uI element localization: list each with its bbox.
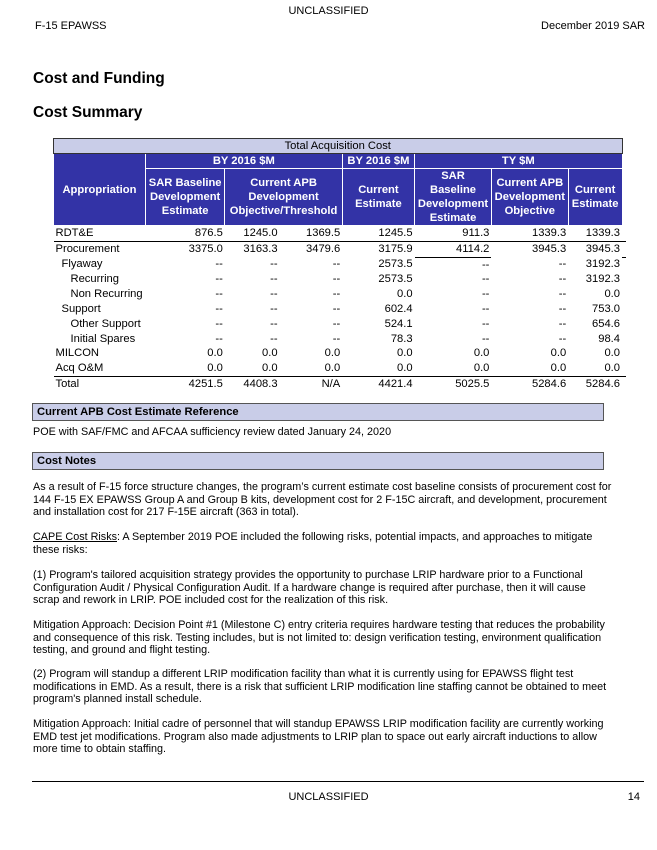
program-name: F-15 EPAWSS: [35, 20, 107, 32]
cell-value: --: [215, 288, 223, 301]
row-label: Total: [55, 377, 80, 390]
table-row: [54, 376, 627, 391]
cell-value: --: [215, 258, 223, 271]
row-label: Recurring: [70, 273, 119, 286]
risk-2-paragraph: (2) Program will standup a different LRIP modification facility than what it is currently using for EPAWSS flight test modifications in EMD. As a result, there is a risk that sufficient LRIP modification line staffing cannot be obtained to meet program's planned install schedule.: [33, 668, 607, 706]
cell-value: --: [558, 302, 567, 315]
cell-value: 0.0: [473, 347, 490, 360]
table-row: [54, 257, 627, 272]
col-header-sar-dev-by: SAR Baseline Development Estimate: [145, 169, 224, 226]
cell-value: --: [270, 332, 278, 345]
cell-value: 3945.3: [585, 243, 620, 256]
apb-reference-text: POE with SAF/FMC and AFCAA sufficiency review dated January 24, 2020: [33, 426, 392, 438]
cell-value: --: [332, 273, 341, 286]
cell-value: --: [332, 332, 341, 345]
cell-value: --: [481, 258, 490, 271]
cell-value: 753.0: [592, 302, 620, 315]
table-row: [54, 272, 627, 287]
cell-value: 0.0: [207, 347, 223, 360]
cell-value: [622, 287, 626, 302]
cell-value: 4114.2: [415, 241, 492, 257]
cell-value: --: [481, 288, 490, 301]
cell-value: --: [215, 317, 223, 330]
cell-value: 78.3: [390, 332, 413, 345]
cell-value: 602.4: [384, 302, 413, 315]
row-label: Other Support: [70, 317, 141, 330]
cell-value: 0.0: [491, 361, 568, 376]
mitigation-1-paragraph: Mitigation Approach: Decision Point #1 (Milestone C) entry criteria requires hardware testing that reduces the probability and consequence of this risk. Testing includes, but is not limited to: design verification testing, environment qualification testing, and ground and flight testing.: [33, 619, 605, 657]
row-label: MILCON: [55, 347, 100, 360]
table-row: [54, 241, 627, 257]
cape-risks-label: CAPE Cost Risks: [33, 531, 117, 543]
table-row: [54, 287, 627, 302]
cell-value: 3479.6: [306, 243, 341, 256]
col-header-apb-obj-thr: Current APB Development Objective/Threshold: [225, 169, 342, 226]
cell-value: 5284.6: [585, 377, 620, 390]
table-row: [54, 317, 627, 332]
cell-value: [622, 257, 626, 272]
cell-value: 3192.3: [585, 258, 620, 271]
cell-value: 0.0: [145, 361, 224, 376]
cell-value: [622, 332, 626, 347]
cell-value: --: [481, 332, 490, 345]
cell-value: 911.3: [415, 226, 492, 242]
risk-1-paragraph: (1) Program's tailored acquisition strategy provides the opportunity to purchase LRIP hardware prior to a Functional Configuration Audit / Physical Configuration Audit. If a hardware change is required after purchase, then it will cause scrap and rework in LRIP. POE included cost for the realization of this risk.: [33, 569, 586, 607]
footer-rule: [32, 781, 644, 782]
cell-value: 3192.3: [585, 273, 620, 286]
cell-value: 0.0: [397, 288, 413, 301]
cell-value: [622, 241, 626, 257]
col-header-current-by: Current Estimate: [342, 169, 414, 226]
table-row: [54, 302, 627, 317]
group-header-ty: TY $M: [415, 154, 622, 169]
row-label: Flyaway: [61, 258, 103, 271]
cell-value: 98.4: [598, 332, 620, 345]
cell-value: --: [332, 258, 341, 271]
cell-value: --: [332, 317, 341, 330]
cell-value: 3163.3: [243, 243, 278, 256]
cell-value: 0.0: [397, 347, 413, 360]
cell-value: 0.0: [568, 361, 622, 376]
row-label: Support: [61, 302, 101, 315]
cell-value: 876.5: [145, 226, 224, 242]
table-row: [54, 332, 627, 347]
cell-value: --: [481, 273, 490, 286]
cell-value: --: [215, 332, 223, 345]
cell-value: 2573.5: [378, 258, 413, 271]
cost-notes-heading: Cost Notes: [32, 452, 604, 470]
cell-value: 0.0: [550, 347, 567, 360]
cell-value: --: [270, 317, 278, 330]
cell-value: [622, 226, 626, 242]
cell-value: N/A: [321, 377, 341, 390]
cell-value: --: [558, 273, 567, 286]
cell-value: [622, 317, 626, 332]
cost-summary-table: [53, 138, 626, 392]
cell-value: [622, 346, 626, 361]
cell-value: --: [332, 302, 341, 315]
section-title: Cost and Funding: [33, 70, 165, 87]
group-header-by2016-current: BY 2016 $M: [342, 154, 414, 169]
row-label: Non Recurring: [70, 288, 143, 301]
cell-value: --: [558, 258, 567, 271]
cell-value: 654.6: [592, 317, 620, 330]
cell-value: 3175.9: [378, 243, 413, 256]
cell-value: [622, 272, 626, 287]
page-number: 14: [627, 791, 640, 803]
report-name: December 2019 SAR: [541, 20, 645, 32]
cell-value: 524.1: [384, 317, 413, 330]
row-label: RDT&E: [54, 226, 146, 242]
group-header-by2016: BY 2016 $M: [145, 154, 342, 169]
cell-value: 2573.5: [378, 273, 413, 286]
cell-value: 4408.3: [243, 377, 278, 390]
cell-value: --: [481, 302, 490, 315]
table-row: [54, 346, 627, 361]
apb-reference-heading: Current APB Cost Estimate Reference: [32, 403, 604, 421]
cell-value: 1339.3: [491, 226, 568, 242]
cell-value: 0.0: [604, 347, 620, 360]
cell-value: [622, 302, 626, 317]
cell-value: --: [215, 273, 223, 286]
cell-value: 1245.0: [225, 226, 280, 242]
cell-value: 3375.0: [188, 243, 223, 256]
note-paragraph: As a result of F-15 force structure changes, the program’s current estimate cost baseline consists of procurement cost for 144 F-15 EX EPAWSS Group A and Group B kits, development cost for 2 F-15C aircraft, and development, procurement and installation cost for 217 F-15E aircraft (363 in total).: [33, 481, 612, 519]
row-label: Initial Spares: [70, 332, 136, 345]
row-label: Acq O&M: [54, 361, 146, 376]
cell-value: --: [332, 288, 341, 301]
classification-top: UNCLASSIFIED: [288, 5, 369, 17]
mitigation-2-paragraph: Mitigation Approach: Initial cadre of personnel that will standup EPAWSS LRIP modification facility are currently working EMD test jet modifications. Program also made adjustments to LRIP plan to space out early aircraft inductions to allow more time to obtain staffing.: [33, 718, 604, 756]
cell-value: 0.0: [342, 361, 414, 376]
col-header-appropriation: Appropriation: [54, 154, 146, 226]
cell-value: 0.0: [324, 347, 341, 360]
cell-value: --: [270, 273, 278, 286]
cell-value: --: [481, 317, 490, 330]
classification-bottom: UNCLASSIFIED: [288, 791, 369, 803]
cell-value: 4421.4: [378, 377, 413, 390]
col-header-sar-dev-ty: SAR Baseline Development Estimate: [415, 169, 492, 226]
col-header-current-ty: Current Estimate: [568, 169, 622, 226]
cell-value: 5025.5: [455, 377, 490, 390]
cell-value: 1339.3: [568, 226, 622, 242]
col-header-apb-obj-ty: Current APB Development Objective: [491, 169, 568, 226]
cape-risks-paragraph: [33, 531, 613, 556]
cape-risks-text: : A September 2019 POE included the following risks, potential impacts, and approaches to mitigate these risks:: [33, 531, 593, 556]
cell-value: 0.0: [280, 361, 343, 376]
table-row: [54, 361, 627, 376]
cell-value: 3945.3: [531, 243, 567, 256]
cell-value: 1369.5: [280, 226, 343, 242]
cell-value: --: [270, 288, 278, 301]
cell-value: 0.0: [225, 361, 280, 376]
cell-value: 5284.6: [531, 377, 567, 390]
cell-value: [622, 361, 626, 376]
cell-value: 4251.5: [188, 377, 223, 390]
cell-value: --: [558, 288, 567, 301]
table-row: [54, 226, 627, 242]
cell-value: --: [270, 258, 278, 271]
row-label: Procurement: [55, 243, 120, 256]
cell-value: 1245.5: [342, 226, 414, 242]
cell-value: 0.0: [415, 361, 492, 376]
cell-value: --: [558, 332, 567, 345]
cell-value: 0.0: [604, 288, 620, 301]
cell-value: --: [558, 317, 567, 330]
cell-value: 0.0: [262, 347, 278, 360]
cell-value: --: [270, 302, 278, 315]
subsection-title: Cost Summary: [33, 104, 143, 121]
cell-value: [622, 376, 626, 391]
table-top-header: Total Acquisition Cost: [54, 139, 623, 154]
cell-value: --: [215, 302, 223, 315]
